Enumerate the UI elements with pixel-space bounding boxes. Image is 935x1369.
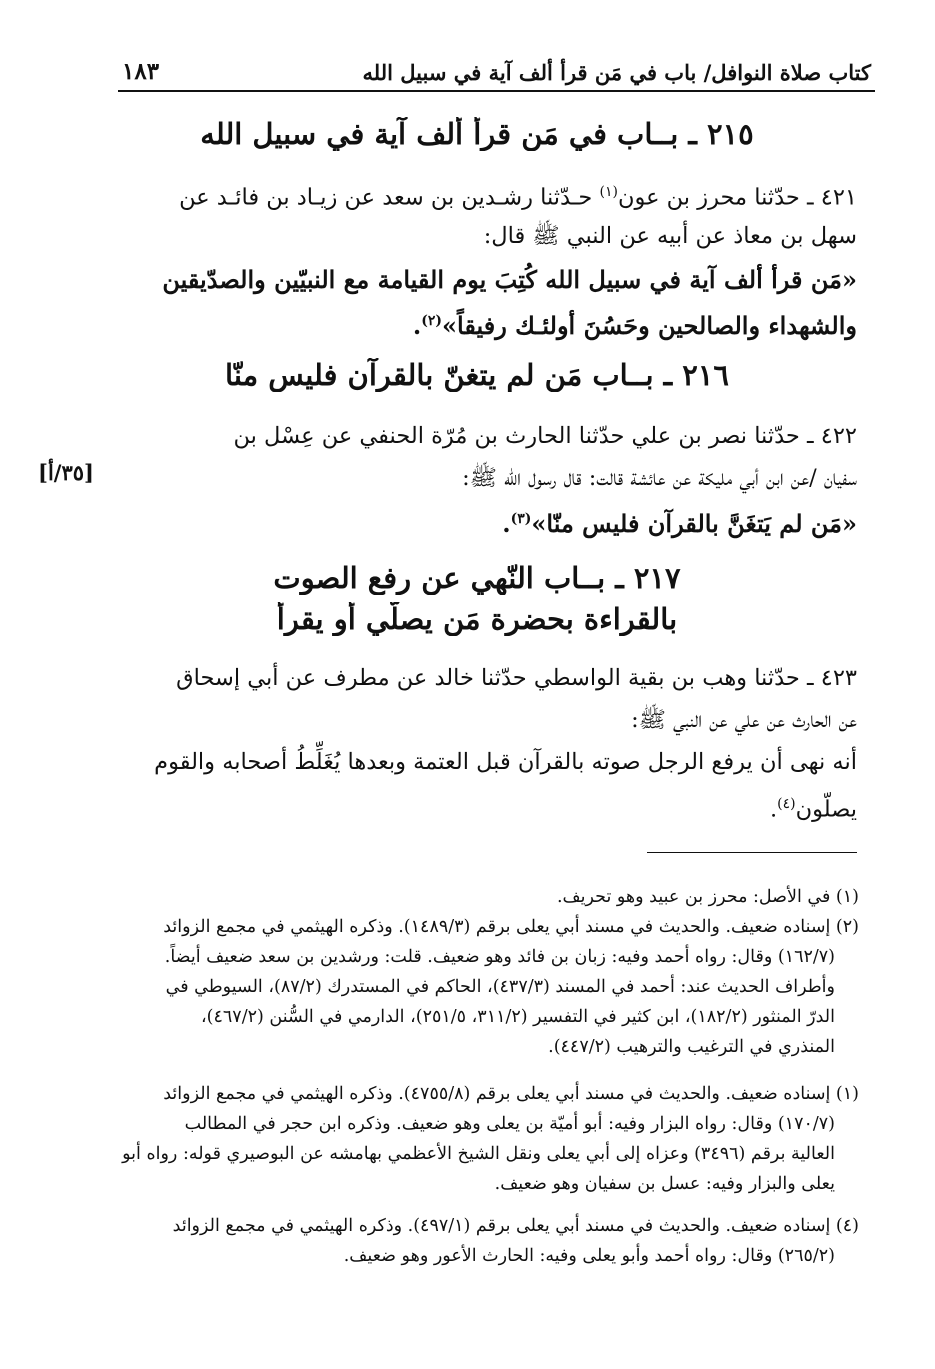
footnote-3: (١) إسناده ضعيف. والحديث في مسند أبي يعلى برقم (٤٧٥٥/٨). وذكره الهيثمي في مجمع الزوائد [163, 1084, 859, 1104]
chapter-heading-217: ٢١٧ ـ بــاب النّهي عن رفع الصوت [273, 561, 681, 595]
footnote-4-cont-1: (٢٦٥/٢) وقال: رواه أحمد وأبو يعلى وفيه: الحارث الأعور وهو ضعيف. [343, 1246, 835, 1266]
hadith-423-line-3: أنه نهى أن يرفع الرجل صوته بالقرآن قبل العتمة وبعدها يُغَلِّطُ أصحابه والقوم [154, 749, 857, 775]
hadith-421-chain-rest: حـدّثنا رشـدين بن سعد عن زيـاد بن فائـد عن [179, 184, 593, 211]
footnote-2-cont-1: (١٦٢/٧) وقال: رواه أحمد وفيه: زبان بن فائد وهو ضعيف. قلت: ورشدين بن سعد ضعيف أيضاً. [164, 947, 835, 967]
chapter-heading-217-line-2: بالقراءة بحضرة مَن يصلّي أو يقرأ [276, 602, 678, 636]
footnote-3-cont-3: يعلى والبزار وفيه: عسل بن سفيان وهو ضعيف. [494, 1174, 835, 1194]
footnote-ref-1: (١) [599, 184, 618, 200]
footnote-2: (٢) إسناده ضعيف. والحديث في مسند أبي يعلى برقم (١٤٨٩/٣). وذكره الهيثمي في مجمع الزوائد [163, 917, 859, 937]
period: . [412, 311, 422, 340]
footnote-3-cont-1: (١٧٠/٧) وقال: رواه البزار وفيه: أبو أميّة بن يعلى وهو ضعيف. وذكره ابن حجر في المطالب [184, 1114, 835, 1134]
footnote-3-cont-2: العالية برقم (٣٤٩٦) وعزاه إلى أبي يعلى ونقل الشيخ الأعظمي بهامشه عن البوصيري قوله: رواه أبو [122, 1144, 835, 1164]
running-title: كتاب صلاة النوافل/ باب في مَن قرأ ألف آية في سبيل الله [362, 60, 871, 85]
hadith-421-text-2-body: والشهداء والصالحين وحَسُنَ أولئـك رفيقاً» [442, 311, 857, 340]
hadith-423-line-1: ٤٢٣ ـ حدّثنا وهب بن بقية الواسطي حدّثنا خالد عن مطرف عن أبي إسحاق [176, 665, 857, 691]
footnote-1: (١) في الأصل: محرز بن عبيد وهو تحريف. [556, 887, 859, 907]
footnote-2-cont-3: الدرّ المنثور (١٨٢/٢)، ابن كثير في التفسير (٣١١/٢، ٢٥١/٥)، الدارمي في السُّنن (٤٦٧/٢)، [201, 1007, 835, 1027]
footnote-separator [647, 852, 857, 853]
hadith-421-line-2: سهل بن معاذ عن أبيه عن النبي ﷺ قال: [483, 223, 857, 249]
footnote-ref-2: (٢) [421, 313, 443, 329]
hadith-421-line-1 [97, 170, 857, 220]
hadith-423-line-4 [97, 782, 857, 832]
footnote-ref-3: (٣) [510, 511, 532, 527]
footnote-2-cont-4: المنذري في الترغيب والترهيب (٤٤٧/٢). [548, 1037, 835, 1057]
hadith-422-line-2: سفيان /عن ابن أبي مليكة عن عائشة قالت: قال رسول الله ﷺ: [462, 465, 857, 491]
period: . [502, 509, 511, 538]
hadith-423-line-4-body: يصلّون [795, 796, 857, 823]
period: . [770, 796, 778, 823]
margin-note: [٣٥/أ] [38, 460, 94, 485]
hadith-422-text-body: «مَن لم يَتغَنَّ بالقرآن فليس منّا» [531, 509, 857, 538]
hadith-421-text-2 [97, 299, 857, 348]
hadith-421-text-1: «مَن قرأ ألف آية في سبيل الله كُتِبَ يوم القيامة مع النبيّين والصدّيقين [162, 265, 857, 294]
hadith-422-line-1: ٤٢٢ ـ حدّثنا نصر بن علي حدّثنا الحارث بن مُرّة الحنفي عن عِسْل بن [233, 423, 857, 449]
chapter-heading-216: ٢١٦ ـ بــاب مَن لم يتغنّ بالقرآن فليس منّا [225, 358, 729, 392]
hadith-423-line-2: عن الحارث عن علي عن النبي ﷺ: [631, 707, 857, 733]
footnote-ref-4: (٤) [777, 796, 796, 812]
chapter-heading-215: ٢١٥ ـ بــاب في مَن قرأ ألف آية في سبيل الله [200, 117, 754, 151]
page-number: ١٨٣ [122, 58, 160, 85]
hadith-422-text [97, 497, 857, 546]
footnote-2-cont-2: وأطراف الحديث عند: أحمد في المسند (٤٣٧/٣)، الحاكم في المستدرك (٨٧/٢)، السيوطي في [165, 977, 835, 997]
hadith-421-chain-start: ٤٢١ ـ حدّثنا محرز بن عون [617, 184, 857, 211]
footnote-4: (٤) إسناده ضعيف. والحديث في مسند أبي يعلى برقم (٤٩٧/١). وذكره الهيثمي في مجمع الزوائد [172, 1216, 859, 1236]
running-header [118, 56, 875, 92]
